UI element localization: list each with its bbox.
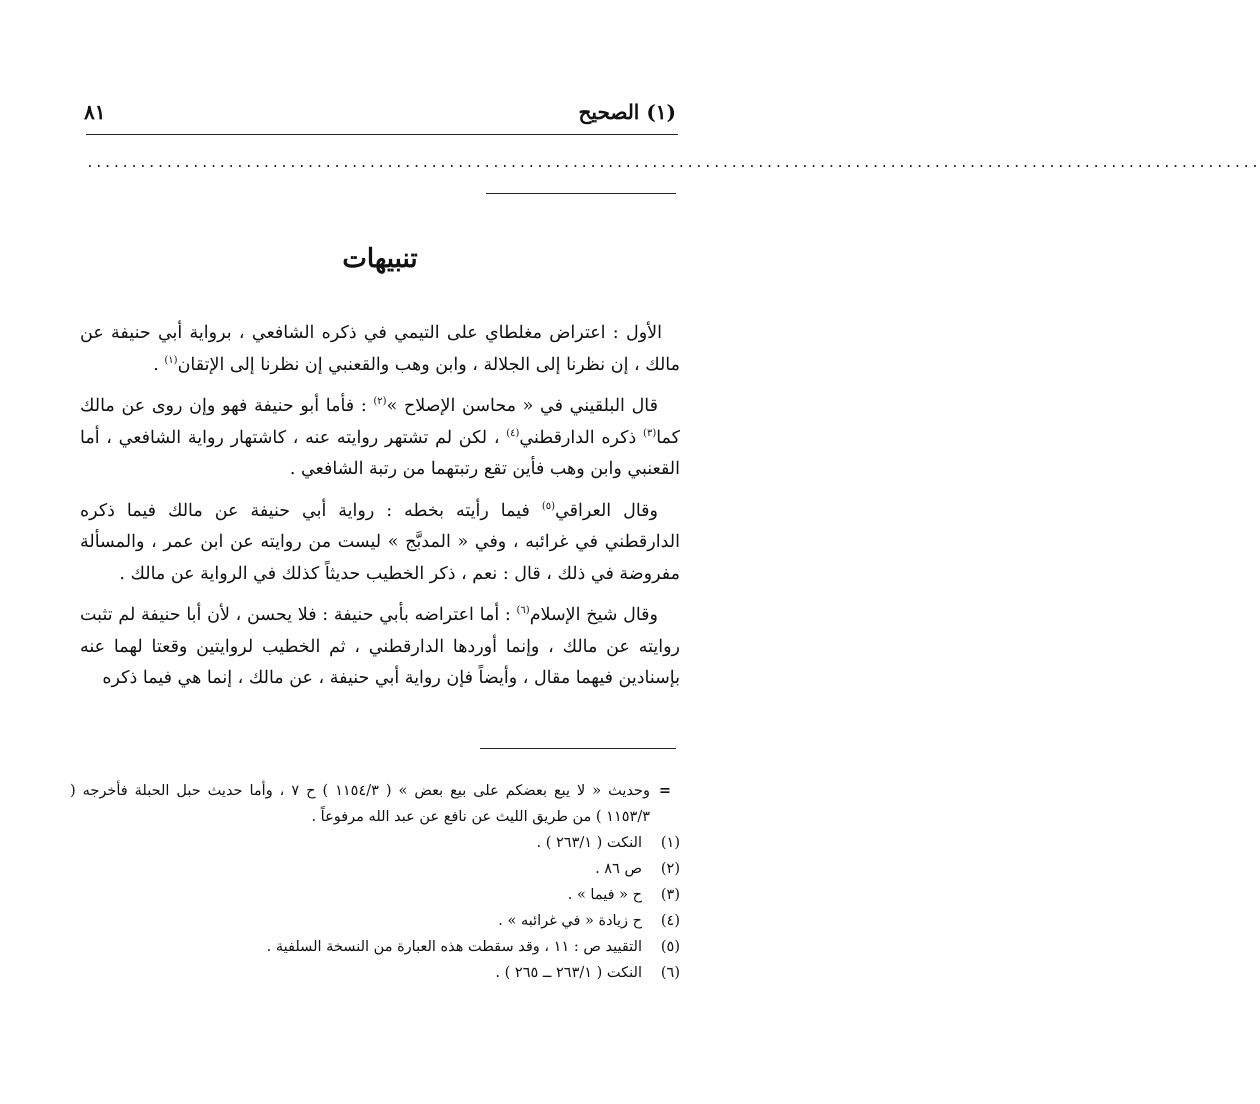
footnote-number: (١): [660, 835, 680, 851]
footnote: [70, 908, 680, 934]
footnote-text: النكت ( ٢٦٣/١ ) .: [536, 835, 642, 851]
footnote-ref: (١): [164, 354, 178, 366]
section-title: تنبيهات: [342, 244, 418, 274]
footnote: [70, 882, 680, 908]
footnote-ref: (٤): [506, 427, 520, 439]
footnote-ref: (٥): [541, 500, 556, 512]
footnote-number: (٦): [660, 965, 680, 981]
footnote: [70, 934, 680, 960]
footnote-ref: (٦): [516, 605, 530, 617]
main-text: [80, 318, 680, 705]
footnote-number: (٤): [660, 913, 680, 929]
footnote-rule: [480, 748, 676, 749]
footnote-text: النكت ( ٢٦٣/١ ــ ٢٦٥ ) .: [495, 965, 642, 981]
footnote-ref: (٢): [373, 396, 387, 408]
footnote-text: التقييد ص : ١١ ، وقد سقطت هذه العبارة من النسخة السلفية .: [266, 939, 642, 955]
footnote-text: ص ٨٦ .: [595, 861, 642, 877]
footnote-continuation: [70, 778, 680, 830]
header-rule: [86, 134, 678, 135]
footnote: [70, 856, 680, 882]
continuation-text: وحديث « لا يبع بعضكم على بيع بعض » ( ١١٥٤/٣ ) ح ٧ ، وأما حديث حبل الحبلة فأخرجه ( ١١٥٣/٣ ) من طريق الليث عن نافع عن عبد الله مرفوعاً .: [70, 783, 650, 825]
continuation-mark: =: [658, 782, 672, 799]
footnote: [70, 960, 680, 986]
paragraph: قال البلقيني في « محاسن الإصلاح »$^{(٢)}$ : فأما أبو حنيفة فهو وإن روى عن مالك كما$^{(٣)}$ ذكره الدارقطني$^{(٤)}$ ، لكن لم تشتهر روايته عنه ، كاشتهار رواية الشافعي ، أما القعنبي وابن وهب فأين تقع رتبتهما من رتبة الشافعي .: [80, 396, 680, 479]
footnote-number: (٥): [660, 939, 680, 955]
footnote: [70, 830, 680, 856]
paragraph: وقال شيخ الإسلام$^{(٦)}$ : أما اعتراضه بأبي حنيفة : فلا يحسن ، لأن أبا حنيفة لم تثبت روايته عن مالك ، وإنما أوردها الدارقطني ، ثم الخطيب لروايتين وقعتا لهما عنه بإسنادين فيهما مقال ، وأيضاً فإن رواية أبي حنيفة ، عن مالك ، إنما هي فيما ذكره: [80, 605, 680, 688]
footnote-text: ح « فيما » .: [567, 887, 642, 903]
footnote-text: ح زيادة « في غرائبه » .: [498, 913, 642, 929]
paragraph: وقال العراقي$^{(٥)}$ فيما رأيته بخطه : رواية أبي حنيفة عن مالك فيما ذكره الدارقطني في غرائبه ، وفي « المدبَّج » ليست من روايته عن ابن عمر ، والمسألة مفروضة في ذلك ، قال : نعم ، ذكر الخطيب حديثاً كذلك في الرواية عن مالك .: [80, 500, 680, 584]
running-header: [84, 100, 676, 134]
footnote-number: (٣): [660, 887, 680, 903]
footnote-number: (٢): [660, 861, 680, 877]
footnote-ref: (٣): [643, 427, 657, 439]
footnotes: [70, 778, 680, 986]
paragraph: الأول : اعتراض مغلطاي على التيمي في ذكره الشافعي ، برواية أبي حنيفة عن مالك ، إن نظرنا إلى الجلالة ، وابن وهب والقعنبي إن نظرنا إلى الإتقان$^{(١)}$ .: [80, 323, 680, 375]
short-rule: [486, 193, 676, 194]
dotted-separator: .....................................................................................................................................: [86, 156, 1260, 171]
page-number: ٨١: [84, 100, 106, 124]
running-title: (١) الصحيح: [578, 100, 676, 124]
